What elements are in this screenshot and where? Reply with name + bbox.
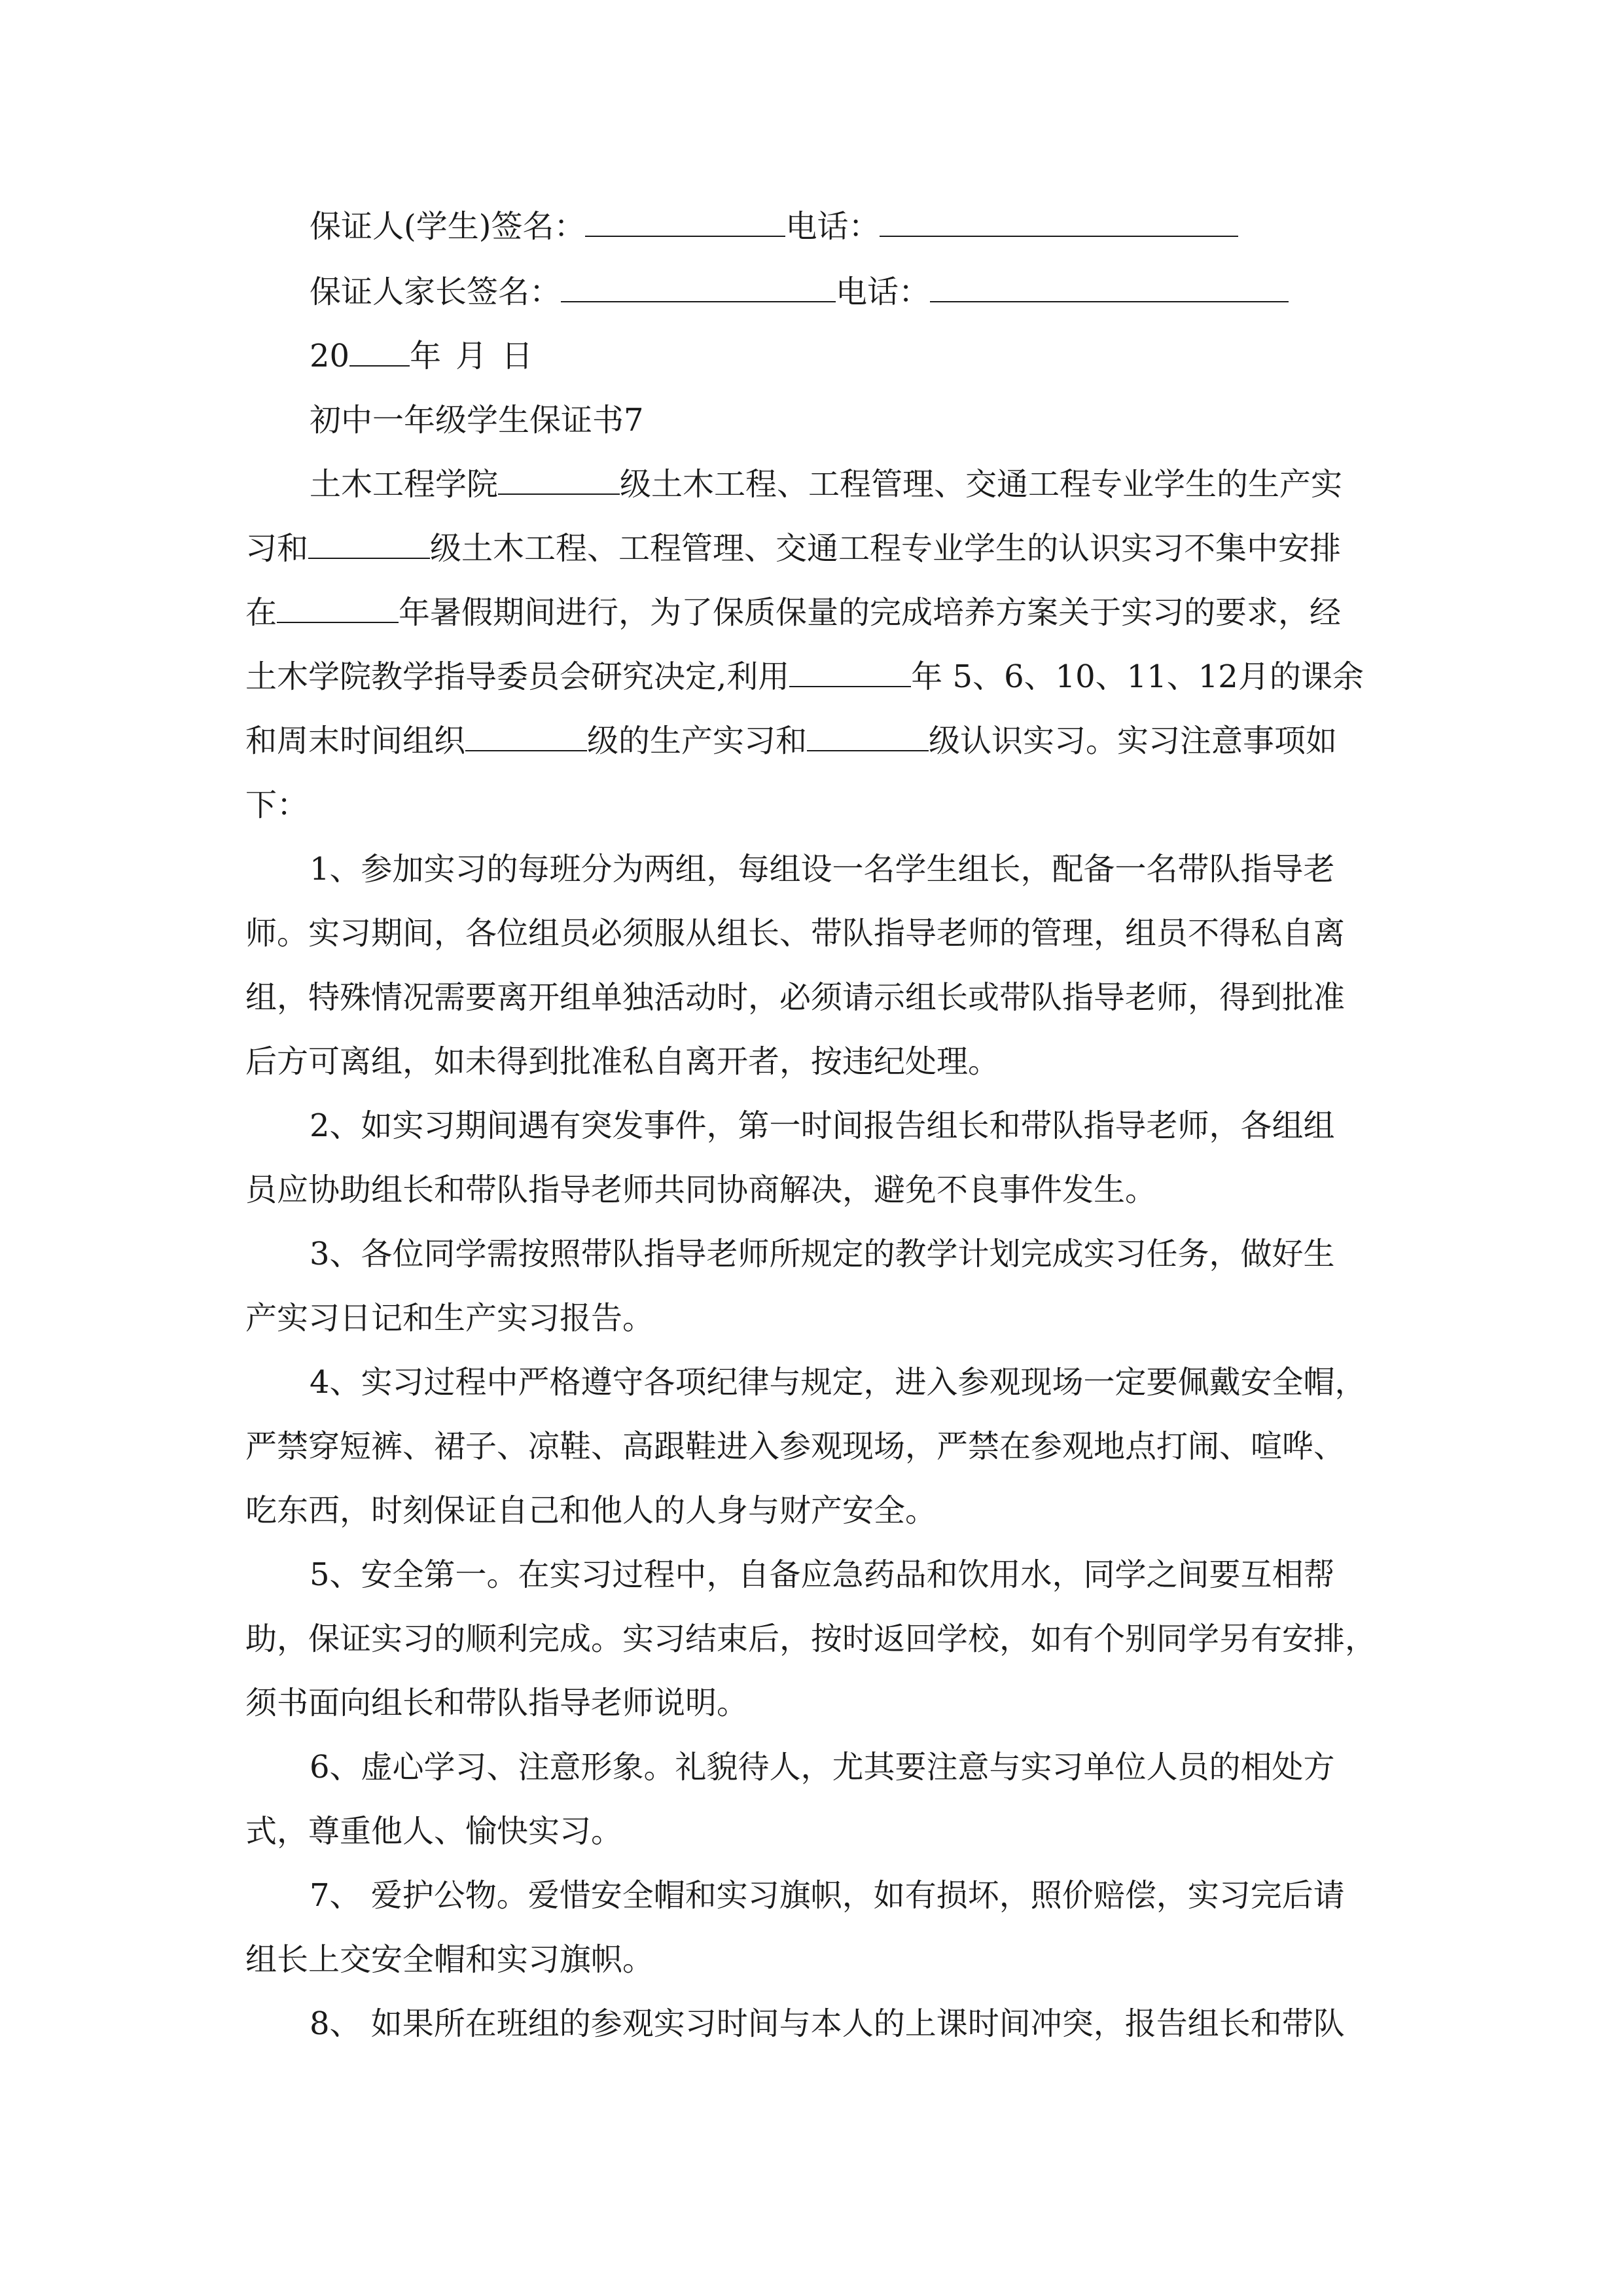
item-1-line: 后方可离组，如未得到批准私自离开者，按违纪处理。 — [245, 1043, 1000, 1080]
intro-text: 习和 — [245, 530, 309, 567]
item-5-line: 须书面向组长和带队指导老师说明。 — [245, 1685, 749, 1721]
intro-text: 级的生产实习和 — [587, 723, 808, 759]
item-2-line: 2、如实习期间遇有突发事件，第一时间报告组长和带队指导老师，各组组 — [310, 1107, 1335, 1144]
parent-phone-label: 电话： — [836, 274, 931, 310]
intro-line-3 — [245, 593, 1341, 632]
item-4-line: 吃东西，时刻保证自己和他人的人身与财产安全。 — [245, 1492, 937, 1529]
student-phone-blank[interactable] — [880, 207, 1238, 237]
intro-text: 年暑假期间进行，为了保质保量的完成培养方案关于实习的要求，经 — [399, 594, 1342, 631]
parent-signature-label: 保证人家长签名： — [310, 274, 562, 310]
intro-text: 级认识实习。实习注意事项如 — [929, 723, 1338, 759]
intro-line-6: 下： — [245, 787, 309, 823]
item-1-line: 组，特殊情况需要离开组单独活动时，必须请示组长或带队指导老师，得到批准 — [245, 979, 1346, 1016]
item-7-line: 7、 爱护公物。爱惜安全帽和实习旗帜，如有损坏，照价赔偿，实习完后请 — [310, 1877, 1345, 1914]
item-1-line: 1、参加实习的每班分为两组，每组设一名学生组长，配备一名带队指导老 — [310, 851, 1335, 888]
date-month-label: 月 — [455, 338, 488, 374]
grade-blank[interactable] — [498, 465, 620, 495]
item-5-line: 助，保证实习的顺利完成。实习结束后，按时返回学校，如有个别同学另有安排， — [245, 1621, 1377, 1657]
item-6-line: 式，尊重他人、愉快实习。 — [245, 1813, 623, 1850]
item-3-line: 3、各位同学需按照带队指导老师所规定的教学计划完成实习任务，做好生 — [310, 1236, 1335, 1272]
intro-text: 和周末时间组织 — [245, 723, 466, 759]
student-phone-label: 电话： — [785, 208, 880, 245]
item-6-line: 6、虚心学习、注意形象。礼貌待人，尤其要注意与实习单位人员的相处方 — [310, 1749, 1335, 1785]
intro-line-4 — [245, 657, 1364, 696]
section-title: 初中一年级学生保证书7 — [310, 402, 644, 439]
grade-blank[interactable] — [308, 529, 430, 559]
item-5-line: 5、安全第一。在实习过程中，自备应急药品和饮用水，同学之间要互相帮 — [310, 1556, 1335, 1593]
grade-blank[interactable] — [465, 721, 587, 751]
year-blank[interactable] — [277, 593, 399, 623]
intro-text: 年 5、6、10、11、12月的课余 — [911, 658, 1364, 695]
item-8-line: 8、 如果所在班组的参观实习时间与本人的上课时间冲突，报告组长和带队 — [310, 2005, 1345, 2042]
parent-signature-line — [310, 272, 1289, 312]
item-4-line: 4、实习过程中严格遵守各项纪律与规定，进入参观现场一定要佩戴安全帽， — [310, 1364, 1366, 1401]
intro-line-2 — [245, 529, 1341, 568]
date-year-blank[interactable] — [349, 336, 410, 367]
intro-text: 级土木工程、工程管理、交通工程专业学生的生产实 — [620, 466, 1343, 503]
date-day-label: 日 — [501, 338, 533, 374]
item-1-line: 师。实习期间，各位组员必须服从组长、带队指导老师的管理，组员不得私自离 — [245, 915, 1346, 952]
date-line — [310, 336, 533, 376]
intro-text: 土木学院教学指导委员会研究决定,利用 — [245, 658, 790, 695]
intro-line-5 — [245, 721, 1337, 761]
item-4-line: 严禁穿短裤、裙子、凉鞋、高跟鞋进入参观现场，严禁在参观地点打闹、喧哗、 — [245, 1428, 1346, 1465]
date-year-label: 年 — [410, 338, 442, 374]
student-signature-blank[interactable] — [585, 207, 785, 237]
item-2-line: 员应协助组长和带队指导老师共同协商解决，避免不良事件发生。 — [245, 1172, 1157, 1208]
date-prefix: 20 — [310, 338, 350, 374]
student-signature-line — [310, 207, 1238, 246]
item-3-line: 产实习日记和生产实习报告。 — [245, 1300, 654, 1336]
intro-text: 级土木工程、工程管理、交通工程专业学生的认识实习不集中安排 — [430, 530, 1342, 567]
item-7-line: 组长上交安全帽和实习旗帜。 — [245, 1941, 654, 1978]
parent-phone-blank[interactable] — [930, 272, 1289, 302]
intro-text: 在 — [245, 594, 277, 631]
intro-text: 土木工程学院 — [310, 466, 499, 503]
parent-signature-blank[interactable] — [561, 272, 836, 302]
year-blank[interactable] — [789, 657, 911, 687]
student-signature-label: 保证人(学生)签名： — [310, 208, 586, 245]
grade-blank[interactable] — [807, 721, 929, 751]
intro-line-1 — [310, 465, 1342, 504]
